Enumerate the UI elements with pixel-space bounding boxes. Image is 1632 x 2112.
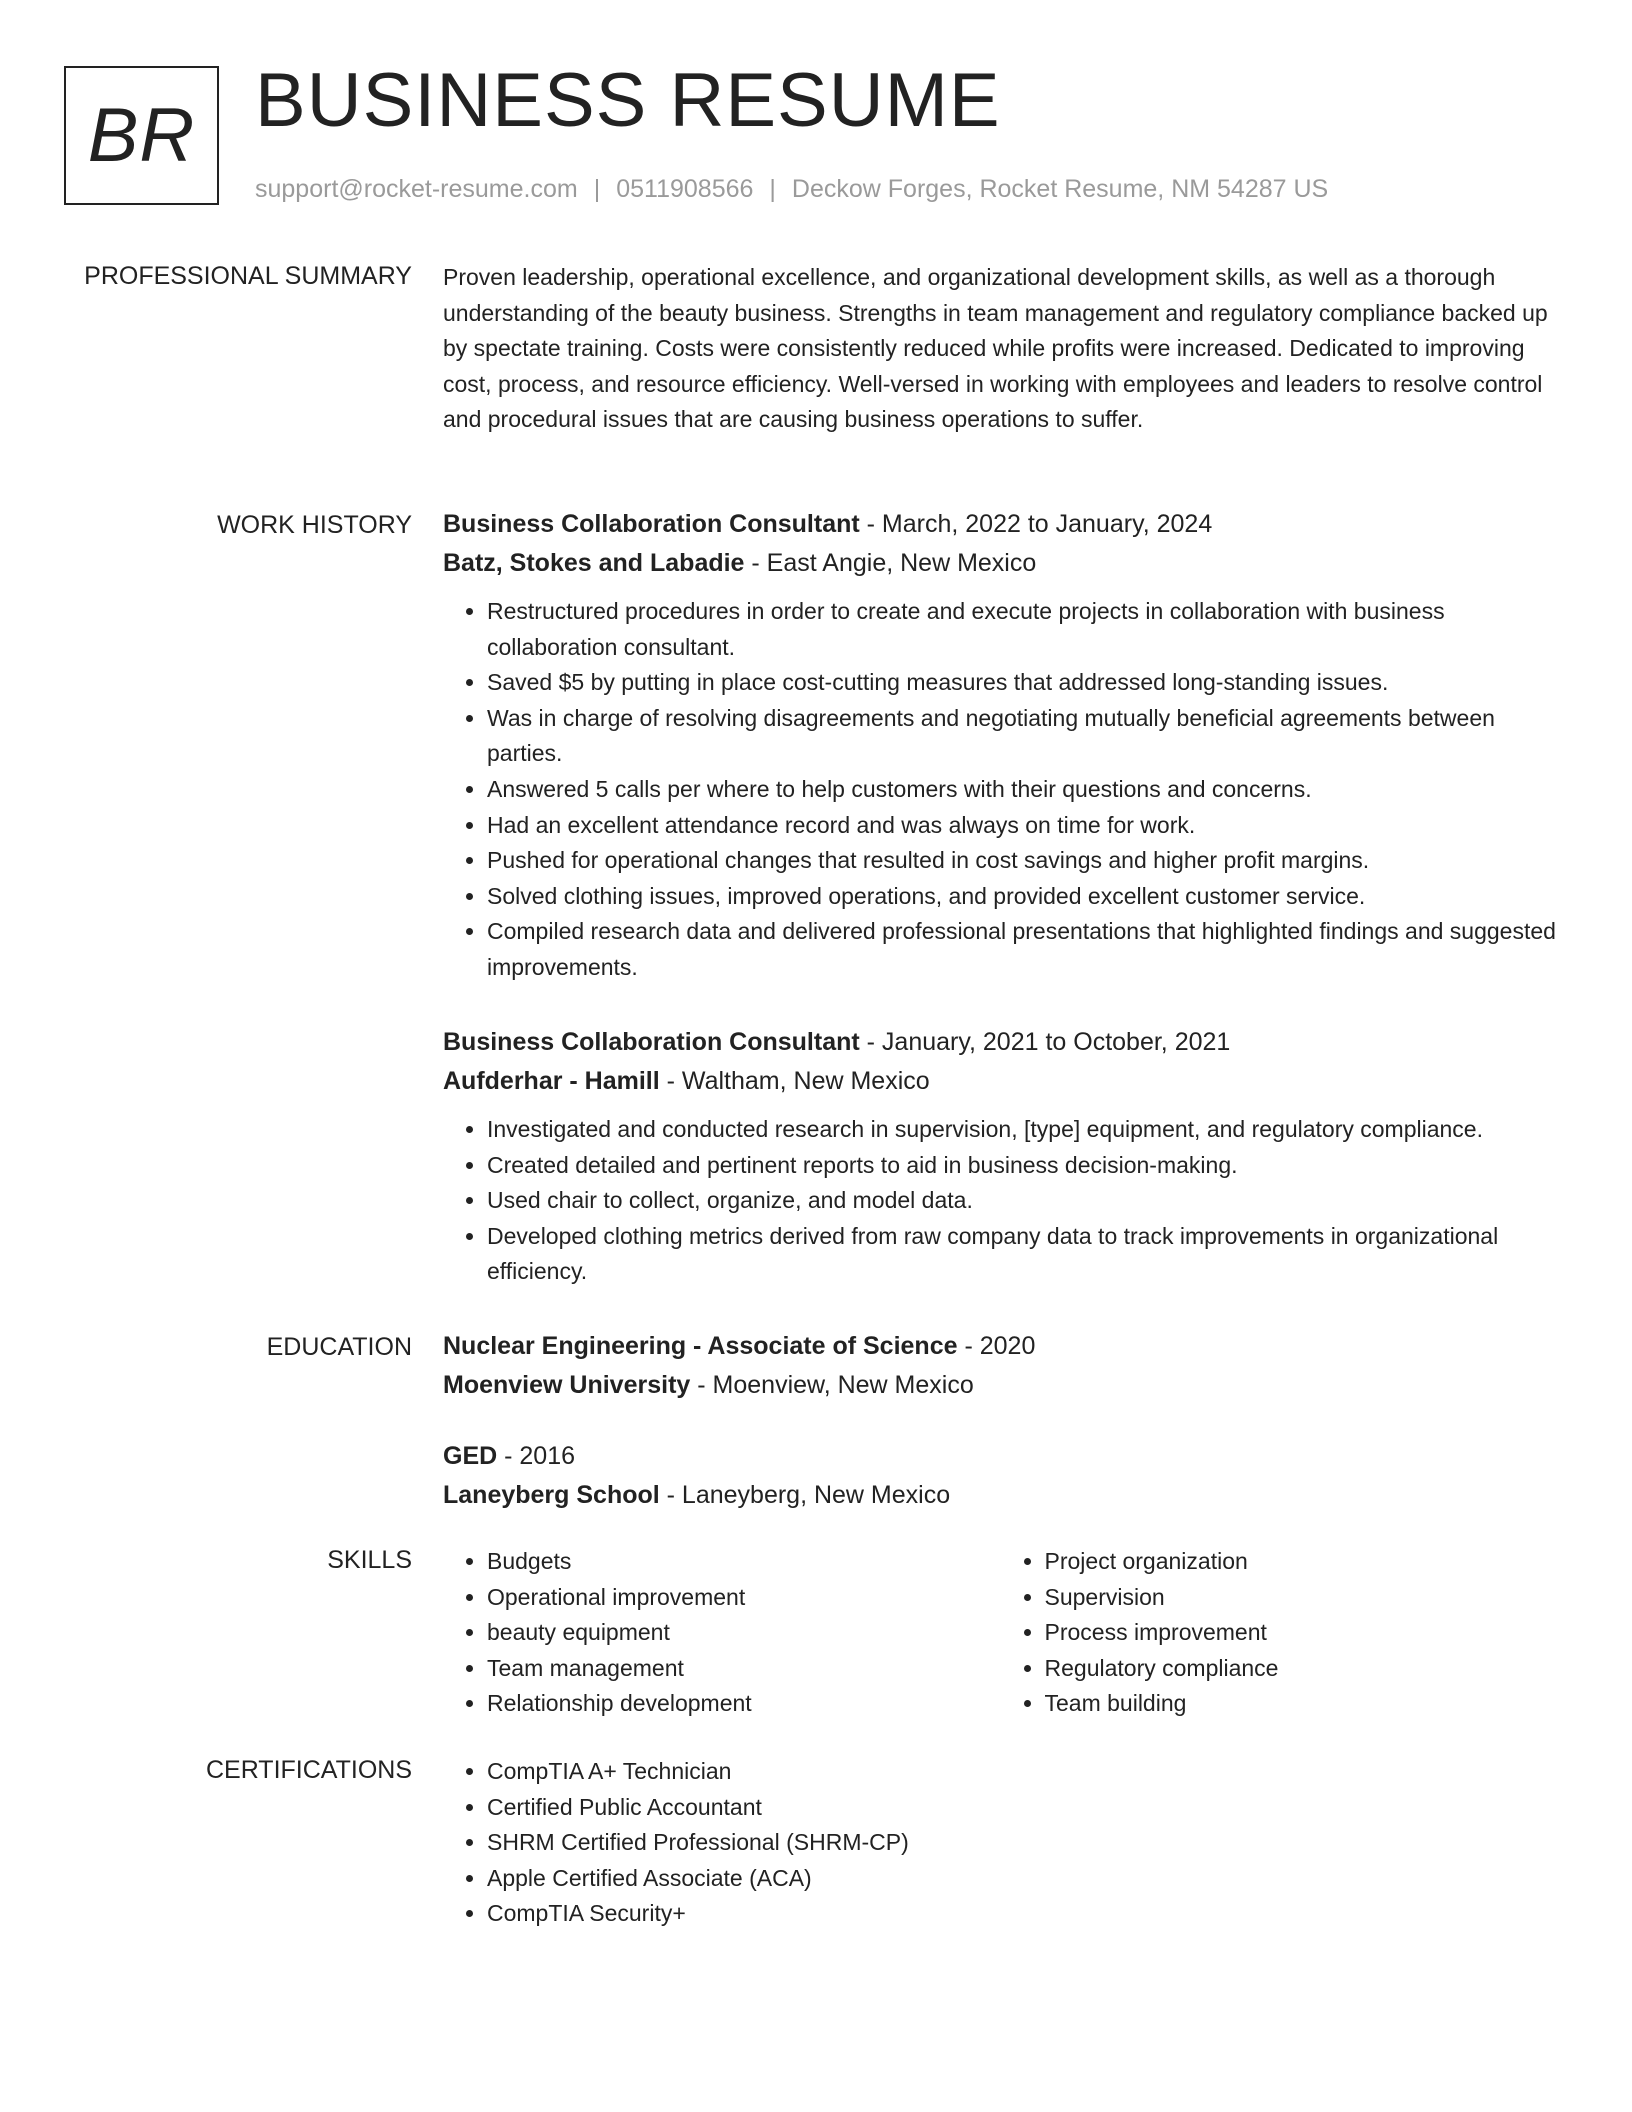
list-item: • Budgets [487,1544,1001,1580]
list-item: • Pushed for operational changes that resulted in cost savings and higher profit margins. [487,843,1558,879]
list-item: • CompTIA A+ Technician [487,1754,1558,1790]
education-entry [443,1437,1558,1515]
list-item: • Saved $5 by putting in place cost-cutting measures that addressed long-standing issues. [487,665,1558,701]
school-line [443,1366,1558,1405]
job-title-line [443,505,1558,544]
list-item: • Project organization [1045,1544,1559,1580]
list-item: • Used chair to collect, organize, and model data. [487,1183,1558,1219]
list-item: • Answered 5 calls per where to help customers with their questions and concerns. [487,772,1558,808]
list-item: • Had an excellent attendance record and was always on time for work. [487,808,1558,844]
job-entry [443,1023,1558,1290]
certifications-list [443,1754,1558,1932]
degree-year: - 2020 [957,1332,1036,1360]
list-item: • CompTIA Security+ [487,1896,1558,1932]
list-item: • Was in charge of resolving disagreements and negotiating mutually beneficial agreements between parties. [487,701,1558,772]
skills-list-right [1001,1544,1559,1722]
list-item: • Restructured procedures in order to create and execute projects in collaboration with business collaboration consultant. [487,594,1558,665]
list-item: • Compiled research data and delivered professional presentations that highlighted findings and suggested improvements. [487,914,1558,985]
resume-name: BUSINESS RESUME [255,58,1001,143]
job-company-line [443,1062,1558,1101]
job-entry [443,505,1558,986]
degree: Nuclear Engineering - Associate of Science [443,1332,958,1360]
degree-line [443,1437,1558,1476]
job-location: - Waltham, New Mexico [659,1067,930,1095]
job-title: Business Collaboration Consultant [443,510,860,538]
skills-list-left [443,1544,1001,1722]
degree-year: - 2016 [497,1442,576,1470]
job-bullets [443,1112,1558,1290]
contact-address: Deckow Forges, Rocket Resume, NM 54287 US [791,175,1329,203]
section-heading-summary: PROFESSIONAL SUMMARY [84,262,412,290]
job-dates: - March, 2022 to January, 2024 [859,510,1213,538]
job-company: Batz, Stokes and Labadie [443,549,745,577]
job-company: Aufderhar - Hamill [443,1067,660,1095]
section-heading-skills: SKILLS [327,1546,412,1574]
section-heading-work-history: WORK HISTORY [217,511,412,539]
job-location: - East Angie, New Mexico [744,549,1037,577]
contact-phone[interactable]: 0511908566 [616,175,754,203]
list-item: • Operational improvement [487,1580,1001,1616]
job-bullets [443,594,1558,986]
list-item: • Team management [487,1651,1001,1687]
job-dates: - January, 2021 to October, 2021 [859,1028,1231,1056]
degree: GED [443,1442,498,1470]
list-item: • beauty equipment [487,1615,1001,1651]
school-location: - Laneyberg, New Mexico [659,1481,951,1509]
list-item: • Regulatory compliance [1045,1651,1559,1687]
school-line [443,1476,1558,1515]
list-item: • SHRM Certified Professional (SHRM-CP) [487,1825,1558,1861]
school: Moenview University [443,1371,691,1399]
section-heading-certifications: CERTIFICATIONS [205,1756,412,1784]
list-item: • Created detailed and pertinent reports to aid in business decision-making. [487,1148,1558,1184]
list-item: • Solved clothing issues, improved operations, and provided excellent customer service. [487,879,1558,915]
school: Laneyberg School [443,1481,660,1509]
degree-line [443,1327,1558,1366]
list-item: • Team building [1045,1686,1559,1722]
summary-text: Proven leadership, operational excellence, and organizational development skills, as well as a thorough understanding of the beauty business. Strengths in team management and regulatory compliance backed up by spectate training. Costs were consistently reduced while profits were increased. Dedicated to improving cost, process, and resource efficiency. Well-versed in working with employees and leaders to resolve control and procedural issues that are causing business operations to suffer. [443,264,1548,433]
job-title-line [443,1023,1558,1062]
list-item: • Certified Public Accountant [487,1790,1558,1826]
contact-line [255,172,1328,206]
job-title: Business Collaboration Consultant [443,1028,860,1056]
list-item: • Apple Certified Associate (ACA) [487,1861,1558,1897]
school-location: - Moenview, New Mexico [690,1371,974,1399]
list-item: • Developed clothing metrics derived from raw company data to track improvements in organizational efficiency. [487,1219,1558,1290]
section-heading-education: EDUCATION [266,1333,412,1361]
contact-separator: | [769,175,776,203]
contact-email[interactable]: support@rocket-resume.com [255,175,578,203]
job-company-line [443,544,1558,583]
education-entry [443,1327,1558,1405]
contact-separator: | [593,175,601,203]
list-item: • Supervision [1045,1580,1559,1616]
monogram-logo: BR [64,66,219,205]
list-item: • Investigated and conducted research in supervision, [type] equipment, and regulatory compliance. [487,1112,1558,1148]
list-item: • Process improvement [1045,1615,1559,1651]
list-item: • Relationship development [487,1686,1001,1722]
